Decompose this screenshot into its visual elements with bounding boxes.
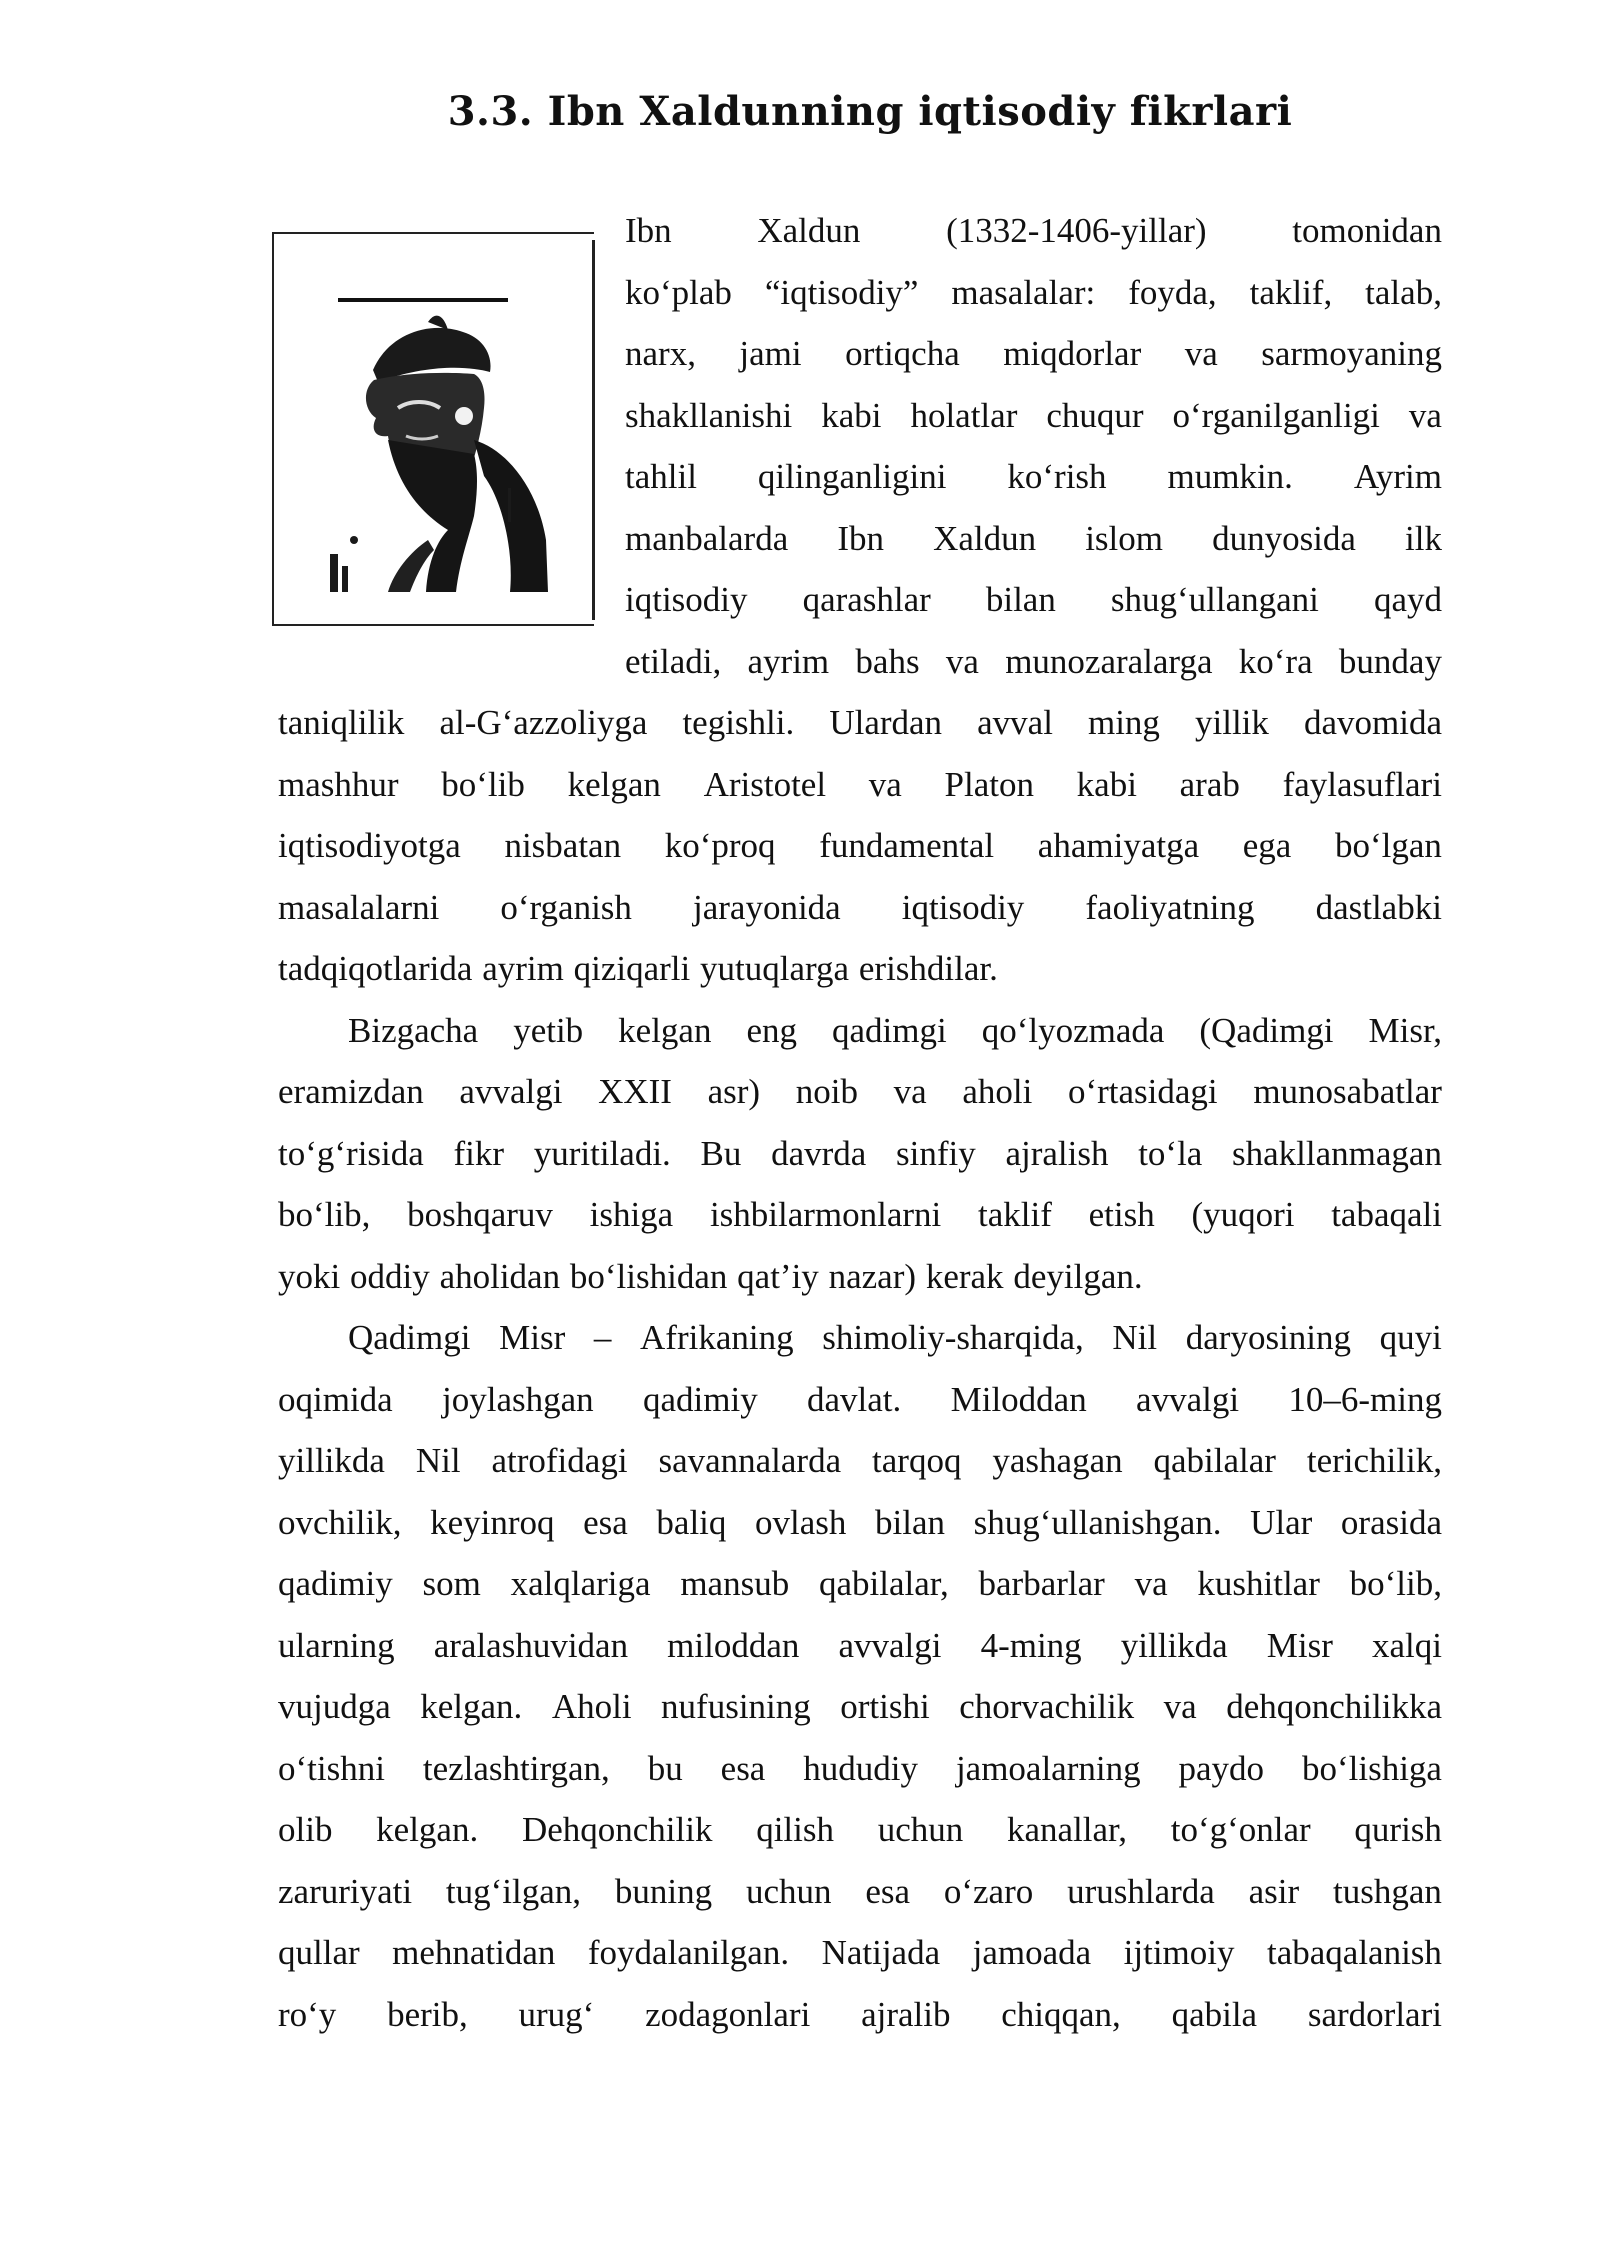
text-line: iqtisodiyotga nisbatan ko‘proq fundamental ahamiyatga ega bo‘lgan	[278, 826, 1442, 865]
text-line: oqimida joylashgan qadimiy davlat. Miloddan avvalgi 10–6-ming	[278, 1379, 1442, 1419]
text-line: shakllanishi kabi holatlar chuqur o‘rganilganligi va	[625, 395, 1442, 435]
text-line: bo‘lib, boshqaruv ishiga ishbilarmonlarni taklif etish (yuqori tabaqali	[278, 1195, 1442, 1234]
text-line: ko‘plab “iqtisodiy” masalalar: foyda, taklif, talab,	[625, 272, 1442, 312]
text-line: mashhur bo‘lib kelgan Aristotel va Platon kabi arab faylasuflari	[278, 764, 1442, 804]
text-line: yoki oddiy aholidan bo‘lishidan qat’iy nazar) kerak deyilgan.	[278, 1256, 1143, 1296]
text-line: ro‘y berib, urug‘ zodagonlari ajralib chiqqan, qabila sardorlari	[278, 1994, 1442, 2034]
text-line: narx, jami ortiqcha miqdorlar va sarmoyaning	[625, 334, 1442, 373]
text-line: yillikda Nil atrofidagi savannalarda tarqoq yashagan qabilalar terichilik,	[278, 1441, 1442, 1480]
text-line: etiladi, ayrim bahs va munozaralarga ko‘ra bunday	[625, 641, 1442, 681]
text-line: masalalarni o‘rganish jarayonida iqtisodiy faoliyatning dastlabki	[278, 887, 1442, 927]
text-line: taniqlilik al-G‘azzoliyga tegishli. Ulardan avval ming yillik davomida	[278, 703, 1442, 742]
text-line: manbalarda Ibn Xaldun islom dunyosida ilk	[625, 518, 1442, 558]
text-line: tahlil qilinganligini ko‘rish mumkin. Ayrim	[625, 457, 1442, 496]
text-line: olib kelgan. Dehqonchilik qilish uchun kanallar, to‘g‘onlar qurish	[278, 1810, 1442, 1849]
text-line: qullar mehnatidan foydalanilgan. Natijada jamoada ijtimoiy tabaqalanish	[278, 1933, 1442, 1972]
text-line: Bizgacha yetib kelgan eng qadimgi qo‘lyozmada (Qadimgi Misr,	[348, 1010, 1442, 1050]
text-line: ovchilik, keyinroq esa baliq ovlash bilan shug‘ullanishgan. Ular orasida	[278, 1502, 1442, 1542]
text-line: ularning aralashuvidan miloddan avvalgi 4-ming yillikda Misr xalqi	[278, 1625, 1442, 1665]
text-line: vujudga kelgan. Aholi nufusining ortishi chorvachilik va dehqonchilikka	[278, 1687, 1442, 1726]
section-heading: 3.3. Ibn Xaldunning iqtisodiy fikrlari	[447, 88, 1293, 135]
text-line: tadqiqotlarida ayrim qiziqarli yutuqlarga erishdilar.	[278, 949, 998, 988]
text-line: zaruriyati tug‘ilgan, buning uchun esa o‘zaro urushlarda asir tushgan	[278, 1871, 1442, 1911]
text-line: Ibn Xaldun (1332-1406-yillar) tomonidan	[625, 211, 1442, 250]
text-line: o‘tishni tezlashtirgan, bu esa hududiy jamoalarning paydo bo‘lishiga	[278, 1748, 1442, 1788]
body-text	[278, 200, 1442, 2045]
text-line: to‘g‘risida fikr yuritiladi. Bu davrda sinfiy ajralish to‘la shakllanmagan	[278, 1133, 1442, 1173]
text-line: qadimiy som xalqlariga mansub qabilalar, barbarlar va kushitlar bo‘lib,	[278, 1564, 1442, 1603]
text-line: iqtisodiy qarashlar bilan shug‘ullangani qayd	[625, 580, 1442, 619]
text-line: eramizdan avvalgi XXII asr) noib va aholi o‘rtasidagi munosabatlar	[278, 1072, 1442, 1111]
text-line: Qadimgi Misr – Afrikaning shimoliy-sharqida, Nil daryosining quyi	[348, 1318, 1442, 1357]
